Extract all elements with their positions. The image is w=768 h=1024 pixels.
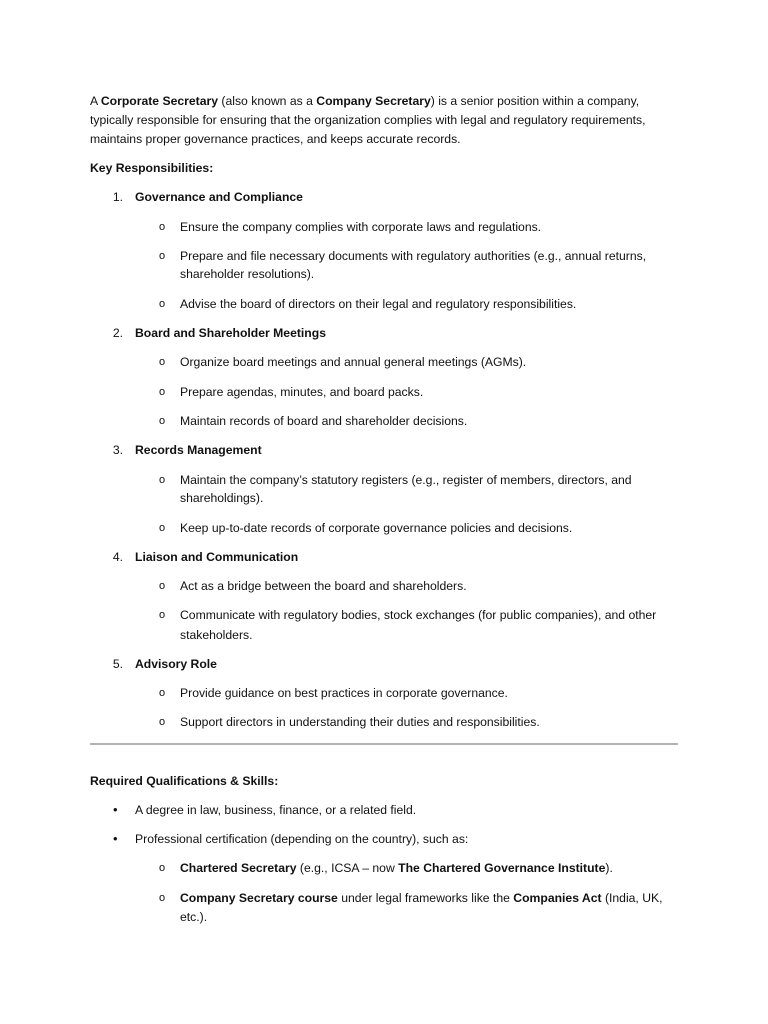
list-item: Keep up-to-date records of corporate governance policies and decisions. (180, 521, 573, 535)
sub-bullet-marker: o (159, 221, 166, 233)
intro-line-2: typically responsible for ensuring that the organization complies with legal and regulatory requirements, (90, 113, 646, 127)
bullet-marker: • (113, 802, 118, 817)
sub-bullet-marker: o (159, 356, 166, 368)
horizontal-divider (90, 743, 678, 745)
intro-line-1 (90, 93, 639, 109)
list-item: Professional certification (depending on the country), such as: (135, 832, 469, 846)
list-item: Support directors in understanding their duties and responsibilities. (180, 715, 540, 729)
sub-bullet-marker: o (159, 892, 166, 904)
qualifications-heading: Required Qualifications & Skills: (90, 774, 279, 788)
list-number: 1. (112, 190, 123, 204)
sub-bullet-marker: o (159, 250, 166, 262)
sub-bullet-marker: o (159, 687, 166, 699)
bullet-marker: • (113, 831, 118, 846)
list-item-continuation: shareholdings). (180, 491, 264, 505)
list-item-continuation: shareholder resolutions). (180, 267, 315, 281)
sub-bullet-marker: o (159, 716, 166, 728)
term-companies-act: Companies Act (513, 891, 602, 905)
list-item: Prepare agendas, minutes, and board packs. (180, 385, 424, 399)
list-number: 5. (112, 657, 123, 671)
item-text: (e.g., ICSA – now (296, 861, 399, 875)
section-title-records: Records Management (135, 443, 262, 457)
list-item: A degree in law, business, finance, or a related field. (135, 803, 417, 817)
sub-bullet-marker: o (159, 474, 166, 486)
list-item (180, 860, 613, 876)
list-item: Advise the board of directors on their legal and regulatory responsibilities. (180, 297, 577, 311)
key-responsibilities-heading: Key Responsibilities: (90, 161, 214, 175)
sub-bullet-marker: o (159, 609, 166, 621)
list-item: Provide guidance on best practices in corporate governance. (180, 686, 508, 700)
list-item: Maintain the company’s statutory registers (e.g., register of members, directors, and (180, 473, 632, 487)
section-title-liaison: Liaison and Communication (135, 550, 299, 564)
sub-bullet-marker: o (159, 522, 166, 534)
item-text: (India, UK, (601, 891, 663, 905)
list-item: Prepare and file necessary documents with regulatory authorities (e.g., annual returns, (180, 249, 647, 263)
list-item: Communicate with regulatory bodies, stock exchanges (for public companies), and other (180, 608, 657, 622)
term-company-secretary-course: Company Secretary course (180, 891, 338, 905)
sub-bullet-marker: o (159, 386, 166, 398)
sub-bullet-marker: o (159, 862, 166, 874)
sub-bullet-marker: o (159, 415, 166, 427)
intro-term-company-secretary: Company Secretary (316, 94, 431, 108)
list-item: Maintain records of board and shareholder decisions. (180, 414, 468, 428)
intro-line-3: maintains proper governance practices, and keeps accurate records. (90, 132, 461, 146)
intro-text: ) is a senior position within a company, (430, 94, 640, 108)
list-item: Act as a bridge between the board and shareholders. (180, 579, 467, 593)
list-item: Ensure the company complies with corporate laws and regulations. (180, 220, 542, 234)
list-item-continuation: etc.). (180, 910, 208, 924)
section-title-advisory: Advisory Role (135, 657, 217, 671)
sub-bullet-marker: o (159, 298, 166, 310)
term-chartered-secretary: Chartered Secretary (180, 861, 297, 875)
section-title-governance: Governance and Compliance (135, 190, 303, 204)
list-item-continuation: stakeholders. (180, 628, 253, 642)
section-title-meetings: Board and Shareholder Meetings (135, 326, 326, 340)
intro-text: (also known as a (218, 94, 317, 108)
term-chartered-governance-institute: The Chartered Governance Institute (398, 861, 606, 875)
item-text: under legal frameworks like the (337, 891, 514, 905)
intro-text: A (90, 94, 101, 108)
list-item: Organize board meetings and annual general meetings (AGMs). (180, 355, 527, 369)
list-number: 3. (112, 443, 123, 457)
intro-term-corporate-secretary: Corporate Secretary (100, 94, 219, 108)
list-number: 4. (112, 550, 123, 564)
item-text: ). (605, 861, 613, 875)
list-number: 2. (112, 326, 123, 340)
list-item (180, 890, 663, 906)
sub-bullet-marker: o (159, 580, 166, 592)
